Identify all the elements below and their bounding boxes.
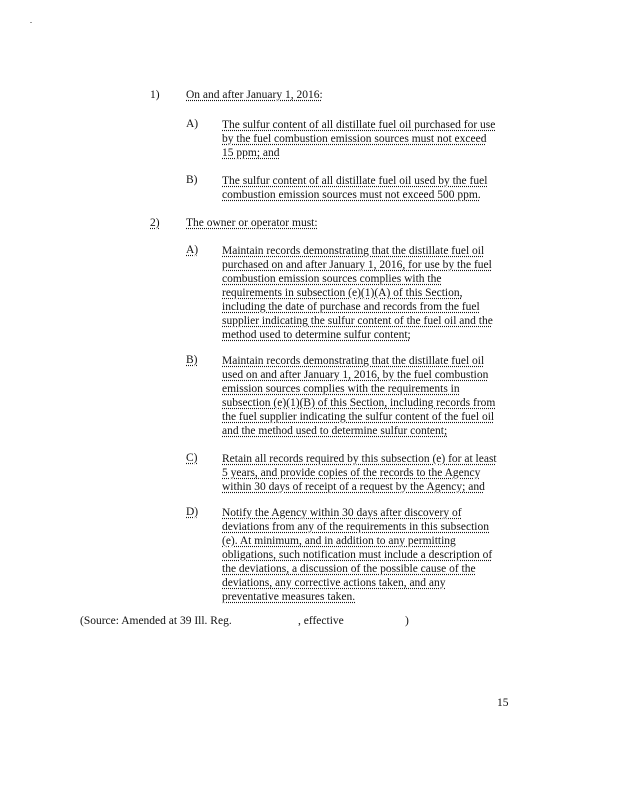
item-2c-label: C) <box>186 452 198 464</box>
text-line: The sulfur content of all distillate fuel oil used by the fuel <box>222 175 488 187</box>
source-part1: (Source: Amended at 39 Ill. Reg. <box>80 615 232 627</box>
text-line: used on and after January 1, 2016, by the fuel combustion <box>222 369 489 381</box>
text-line: including the date of purchase and records from the fuel <box>222 301 480 313</box>
text-line: 5 years, and provide copies of the records to the Agency <box>222 467 481 479</box>
item-1b-text <box>222 174 487 202</box>
text-line: combustion emission sources complies with the <box>222 273 442 285</box>
item-2c-text <box>222 452 497 494</box>
text-line: obligations, such notification must include a description of <box>222 549 493 561</box>
text-line: purchased on and after January 1, 2016, for use by the fuel <box>222 259 492 271</box>
text-line: method used to determine sulfur content; <box>222 329 411 341</box>
text-line: supplier indicating the sulfur content of the fuel oil and the <box>222 315 493 327</box>
item-1-label: 1) <box>150 89 160 101</box>
item-2a-text <box>222 244 493 342</box>
text-line: 15 ppm; and <box>222 147 280 159</box>
text-line: deviations, any corrective actions taken, and any <box>222 577 446 589</box>
item-1b-label: B) <box>186 174 198 186</box>
item-2-label: 2) <box>150 217 160 229</box>
text-line: combustion emission sources must not exceed 500 ppm. <box>222 189 481 201</box>
text-line: Maintain records demonstrating that the distillate fuel oil <box>222 355 485 367</box>
scan-mark <box>30 22 32 23</box>
text-line: and the method used to determine sulfur content; <box>222 425 448 437</box>
text-line: Notify the Agency within 30 days after discovery of <box>222 507 462 519</box>
item-2a-label: A) <box>186 244 199 256</box>
text-line: deviations from any of the requirements in this subsection <box>222 521 489 533</box>
text-line: emission sources complies with the requirements in <box>222 383 460 395</box>
item-2b-text <box>222 354 495 438</box>
text-line: within 30 days of receipt of a request by the Agency; and <box>222 481 485 493</box>
item-2b-label: B) <box>186 354 198 366</box>
page-number: 15 <box>497 697 509 709</box>
item-2-text: The owner or operator must: <box>186 217 318 229</box>
text-line: requirements in subsection (e)(1)(A) of this Section, <box>222 287 463 299</box>
item-1-text: On and after January 1, 2016: <box>186 89 323 101</box>
item-1a-text <box>222 118 495 160</box>
text-line: preventative measures taken. <box>222 591 356 603</box>
item-2d-text <box>222 506 492 604</box>
text-line: by the fuel combustion emission sources must not exceed <box>222 133 487 145</box>
text-line: The sulfur content of all distillate fuel oil purchased for use <box>222 119 496 131</box>
text-line: the fuel supplier indicating the sulfur content of the fuel oil <box>222 411 495 423</box>
text-line: subsection (e)(1)(B) of this Section, including records from <box>222 397 496 409</box>
item-1a-label: A) <box>186 118 199 130</box>
text-line: Retain all records required by this subsection (e) for at least <box>222 453 497 465</box>
text-line: (e). At minimum, and in addition to any permitting <box>222 535 456 547</box>
source-part3: ) <box>405 615 409 627</box>
text-line: Maintain records demonstrating that the distillate fuel oil <box>222 245 485 257</box>
text-line: the deviations, a discussion of the possible cause of the <box>222 563 476 575</box>
source-part2: , effective <box>298 615 344 627</box>
item-2d-label: D) <box>186 506 199 518</box>
